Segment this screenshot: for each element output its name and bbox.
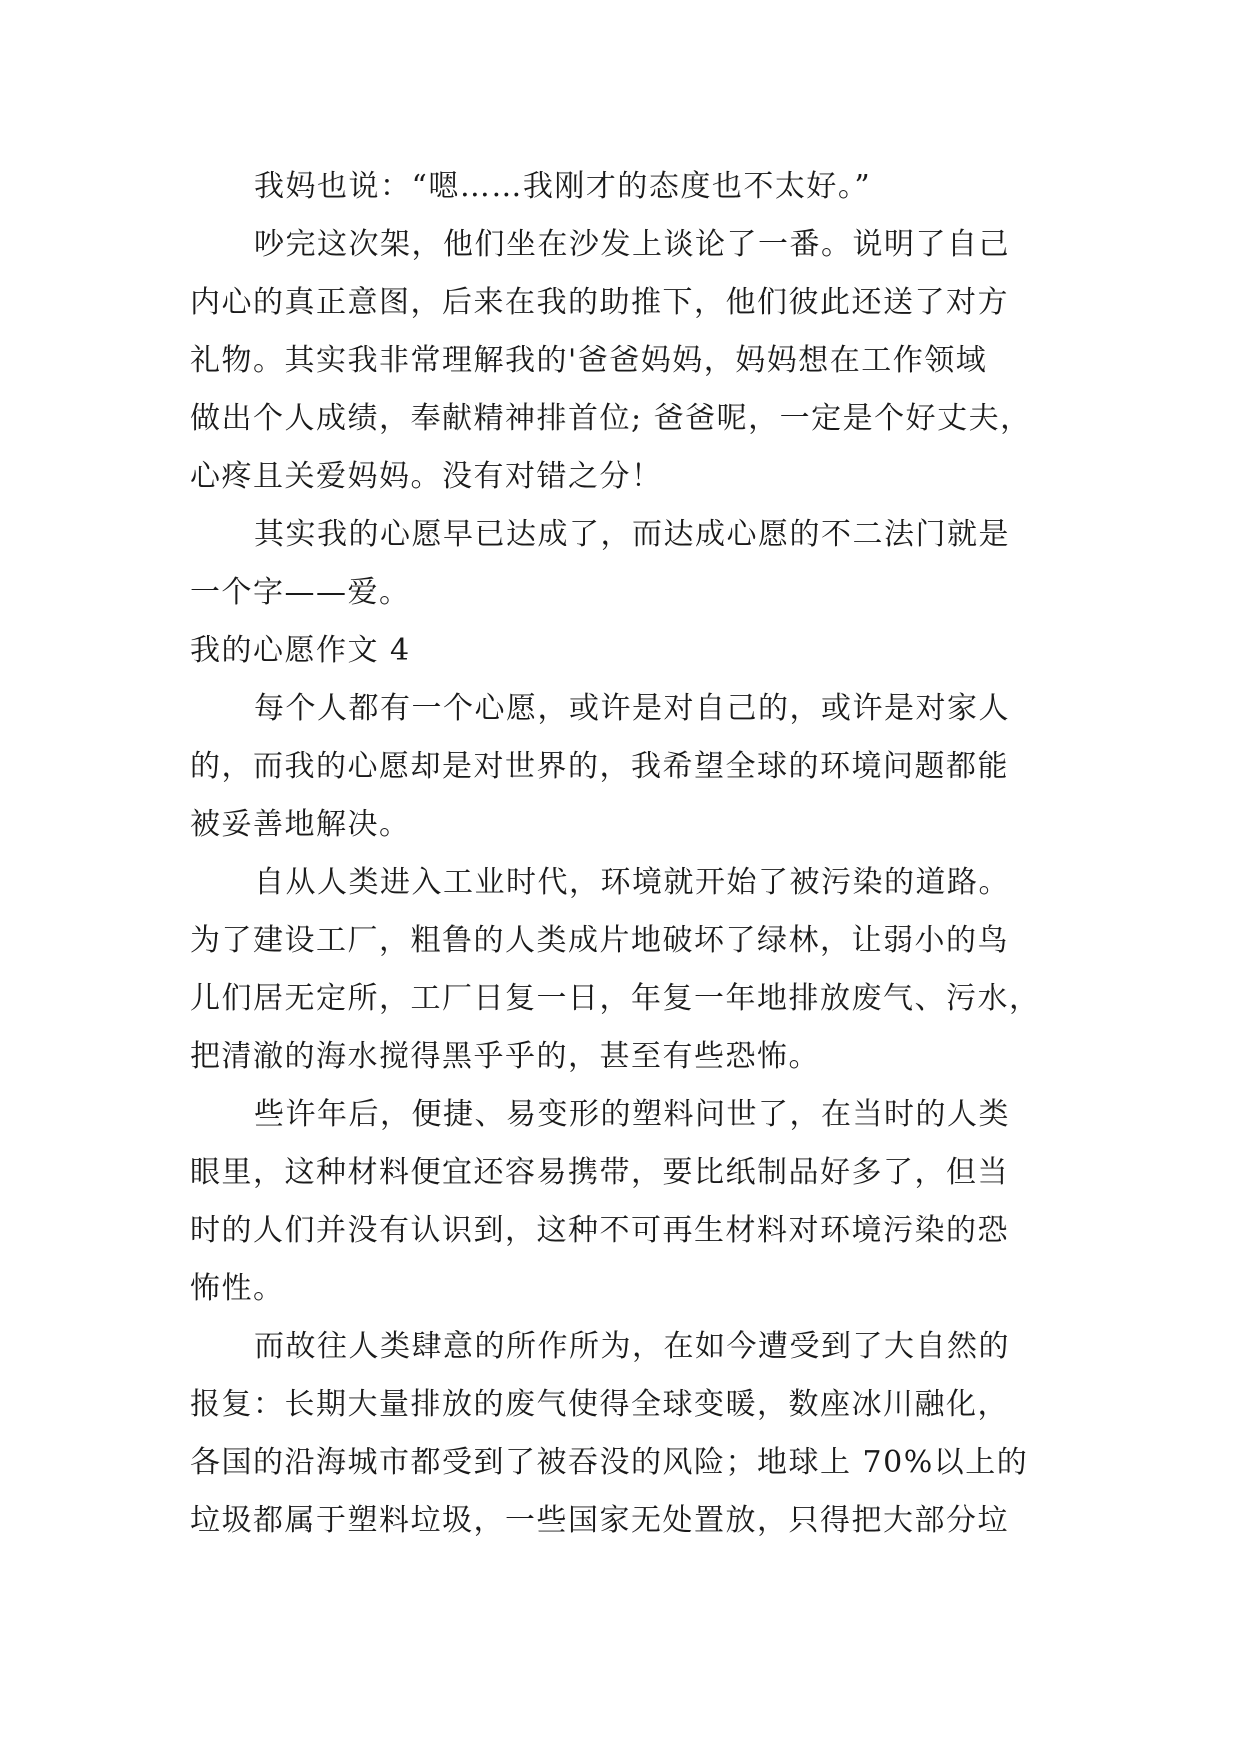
text-line: 吵完这次架，他们坐在沙发上谈论了一番。说明了自己 [254, 227, 1010, 262]
text-line: 为了建设工厂，粗鲁的人类成片地破坏了绿林，让弱小的鸟 [190, 923, 1009, 958]
text-line: 礼物。其实我非常理解我的'爸爸妈妈，妈妈想在工作领域 [190, 343, 988, 378]
text-line: 把清澈的海水搅得黑乎乎的，甚至有些恐怖。 [190, 1039, 820, 1074]
text-line: 心疼且关爱妈妈。没有对错之分！ [190, 459, 663, 494]
text-line: 垃圾都属于塑料垃圾，一些国家无处置放，只得把大部分垃 [190, 1503, 1009, 1538]
text-line: 内心的真正意图，后来在我的助推下，他们彼此还送了对方 [190, 285, 1009, 320]
text-line: 每个人都有一个心愿，或许是对自己的，或许是对家人 [254, 691, 1010, 726]
section-paragraph-3 [190, 1086, 1060, 1318]
text-line: 自从人类进入工业时代，环境就开始了被污染的道路。 [254, 865, 1010, 900]
text-line: 的，而我的心愿却是对世界的，我希望全球的环境问题都能 [190, 749, 1009, 784]
paragraph-3 [190, 506, 1060, 622]
text-line: 各国的沿海城市都受到了被吞没的风险；地球上 70%以上的 [190, 1445, 1029, 1480]
text-line: 些许年后，便捷、易变形的塑料问世了，在当时的人类 [254, 1097, 1010, 1132]
section-paragraph-2 [190, 854, 1060, 1086]
text-line: 儿们居无定所，工厂日复一日，年复一年地排放废气、污水， [190, 981, 1041, 1016]
document-body [190, 158, 1060, 1550]
text-line: 时的人们并没有认识到，这种不可再生材料对环境污染的恐 [190, 1213, 1009, 1248]
text-line: 眼里，这种材料便宜还容易携带，要比纸制品好多了，但当 [190, 1155, 1009, 1190]
text-line: 被妥善地解决。 [190, 807, 411, 842]
paragraph-1 [190, 158, 1060, 216]
text-line: 一个字——爱。 [190, 575, 411, 610]
paragraph-2 [190, 216, 1060, 506]
text-line: 怖性。 [190, 1271, 285, 1306]
text-line: 而故往人类肆意的所作所为，在如今遭受到了大自然的 [254, 1329, 1010, 1364]
text-line: 报复：长期大量排放的废气使得全球变暖，数座冰川融化， [190, 1387, 1009, 1422]
section-heading: 我的心愿作文 4 [190, 633, 411, 668]
section-paragraph-1 [190, 680, 1060, 854]
section-paragraph-4 [190, 1318, 1060, 1550]
text-line: 其实我的心愿早已达成了，而达成心愿的不二法门就是 [254, 517, 1010, 552]
text-line: 做出个人成绩，奉献精神排首位; 爸爸呢，一定是个好丈夫， [190, 401, 1032, 436]
text-line: 我妈也说：“嗯……我刚才的态度也不太好。” [254, 169, 872, 204]
